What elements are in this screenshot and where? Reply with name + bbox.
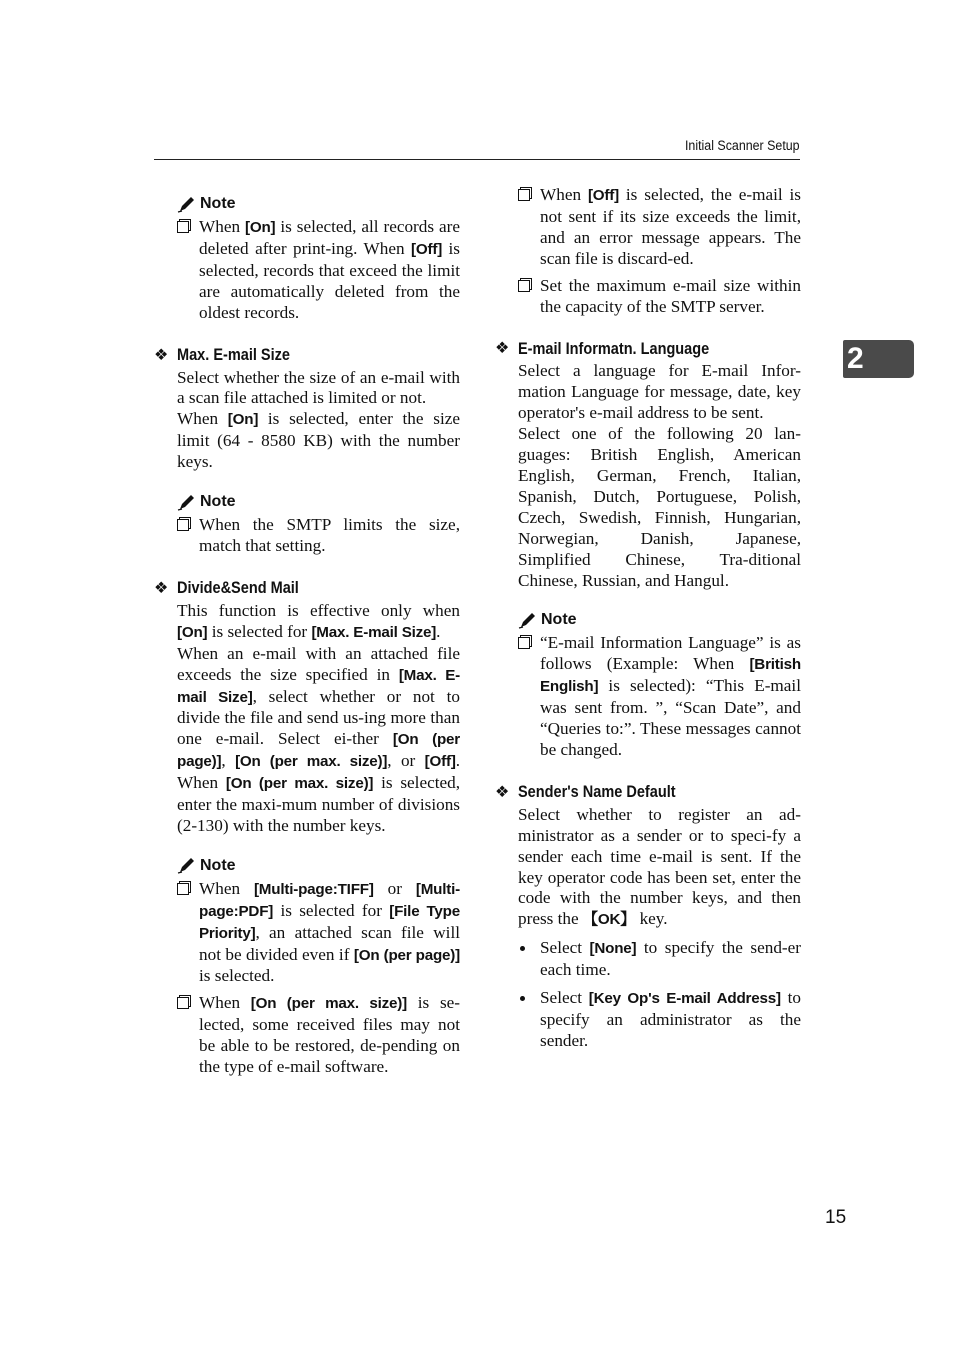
diamond-bullet-icon: ❖	[154, 346, 169, 364]
note-label: Note	[200, 493, 236, 511]
note-label: Note	[200, 195, 236, 212]
checkbox-bullet-icon	[177, 221, 189, 233]
list-item	[495, 938, 801, 981]
checkbox-bullet-icon	[518, 637, 530, 649]
note-item	[154, 879, 460, 988]
diamond-bullet-icon: ❖	[495, 340, 510, 358]
section-heading-max-email-size: ❖ Max. E-mail Size	[154, 346, 290, 365]
list-item	[495, 988, 801, 1052]
checkbox-bullet-icon	[177, 997, 189, 1009]
checkbox-bullet-icon	[518, 189, 530, 201]
checkbox-bullet-icon	[177, 883, 189, 895]
section-body	[154, 601, 460, 837]
note-item	[495, 185, 801, 270]
section-body	[495, 805, 801, 931]
section-heading-divide-send-mail: ❖ Divide&Send Mail	[154, 579, 299, 598]
note-text: When [Off] is selected, the e-mail is not sent if its size exceeds the limit, and an error message appears. The scan file is discard-ed.	[540, 185, 801, 268]
paragraph: When an e-mail with an attached file exceeds the size specified in [Max. E-mail Size], select whether or not to divide the file and send us-ing more than one e-mail. Select ei-ther [On (per page)], [On (per max. size)], or [Off]. When [On (per max. size)] is selected, enter the maxi-mum number of divisions (2-130) with the number keys.	[177, 643, 461, 835]
pencil-note-icon	[177, 857, 196, 874]
section-body	[495, 361, 801, 591]
page-number: 15	[825, 1207, 847, 1228]
note-text: Set the maximum e-mail size within the capacity of the SMTP server.	[540, 275, 801, 316]
list-text: Select [None] to specify the send-er each time.	[540, 938, 801, 980]
note-text: “E-mail Information Language” is as follows (Example: When [British English] is selected): “This E-mail was sent from. ”, “Scan Date”, and “Queries to:”. These messages cannot be changed.	[540, 633, 801, 759]
note-item	[154, 217, 460, 324]
bullet-dot-icon	[520, 946, 525, 951]
note-text: When [On] is selected, all records are deleted after print-ing. When [Off] is selected, records that exceed the limit are automatically deleted from the oldest records.	[199, 217, 460, 322]
chapter-number: 2	[847, 342, 864, 375]
running-header: Initial Scanner Setup	[685, 138, 800, 153]
note-text: When [On (per max. size)] is se-lected, some received files may not be able to be restored, de-pending on the type of e-mail software.	[199, 993, 460, 1077]
section-heading-email-language: ❖ E-mail Informatn. Language	[495, 339, 710, 358]
pencil-note-icon	[177, 196, 196, 213]
note-label: Note	[541, 611, 577, 629]
note-heading	[518, 608, 801, 632]
note-item	[154, 515, 460, 557]
right-column	[495, 185, 801, 1052]
note-heading	[177, 490, 460, 514]
paragraph: Select one of the following 20 lan-guages: British English, American English, German, French, Italian, Spanish, Dutch, Portuguese, Polish, Czech, Swedish, Finnish, Hungarian, Norwegian, Danish, Japanese, Simplified Chinese, Tra-ditional Chinese, Russian, and Hangul.	[518, 424, 801, 590]
bullet-dot-icon	[520, 996, 525, 1001]
note-item	[154, 993, 460, 1078]
chapter-tab	[843, 340, 914, 378]
paragraph: This function is effective only when [On] is selected for [Max. E-mail Size].	[177, 600, 460, 641]
checkbox-bullet-icon	[518, 280, 530, 292]
note-heading	[177, 854, 460, 878]
pencil-note-icon	[518, 612, 537, 629]
list-text: Select [Key Op's E-mail Address] to specify an administrator as the sender.	[540, 988, 802, 1050]
note-label: Note	[200, 856, 236, 874]
paragraph: Select whether the size of an e-mail with a scan file attached is limited or not.	[177, 367, 460, 408]
header-rule	[154, 159, 800, 160]
note-text: When the SMTP limits the size, match that setting.	[199, 515, 460, 555]
paragraph: Select whether to register an ad-ministrator as a sender or to speci-fy a sender each time e-mail is sent. If the key operator code has been set, enter the code with the number keys, and then press the 【OK】 key.	[518, 804, 801, 929]
diamond-bullet-icon: ❖	[495, 783, 510, 801]
left-column	[154, 192, 460, 1084]
note-text: When [Multi-page:TIFF] or [Multi-page:PDF] is selected for [File Type Priority], an attached scan file will not be divided even if [On (per page)] is selected.	[199, 878, 460, 986]
paragraph: When [On] is selected, enter the size limit (64 - 8580 KB) with the number keys.	[177, 409, 460, 472]
note-item	[495, 633, 801, 760]
note-item	[495, 276, 801, 318]
diamond-bullet-icon: ❖	[154, 579, 169, 597]
paragraph: Select a language for E-mail Infor-mation Language for message, date, key operator's e-mail address to be sent.	[518, 361, 801, 423]
pencil-note-icon	[177, 494, 196, 511]
note-heading	[177, 192, 460, 216]
section-body	[154, 368, 460, 474]
checkbox-bullet-icon	[177, 519, 189, 531]
section-heading-senders-name-default: ❖ Sender's Name Default	[495, 783, 676, 802]
